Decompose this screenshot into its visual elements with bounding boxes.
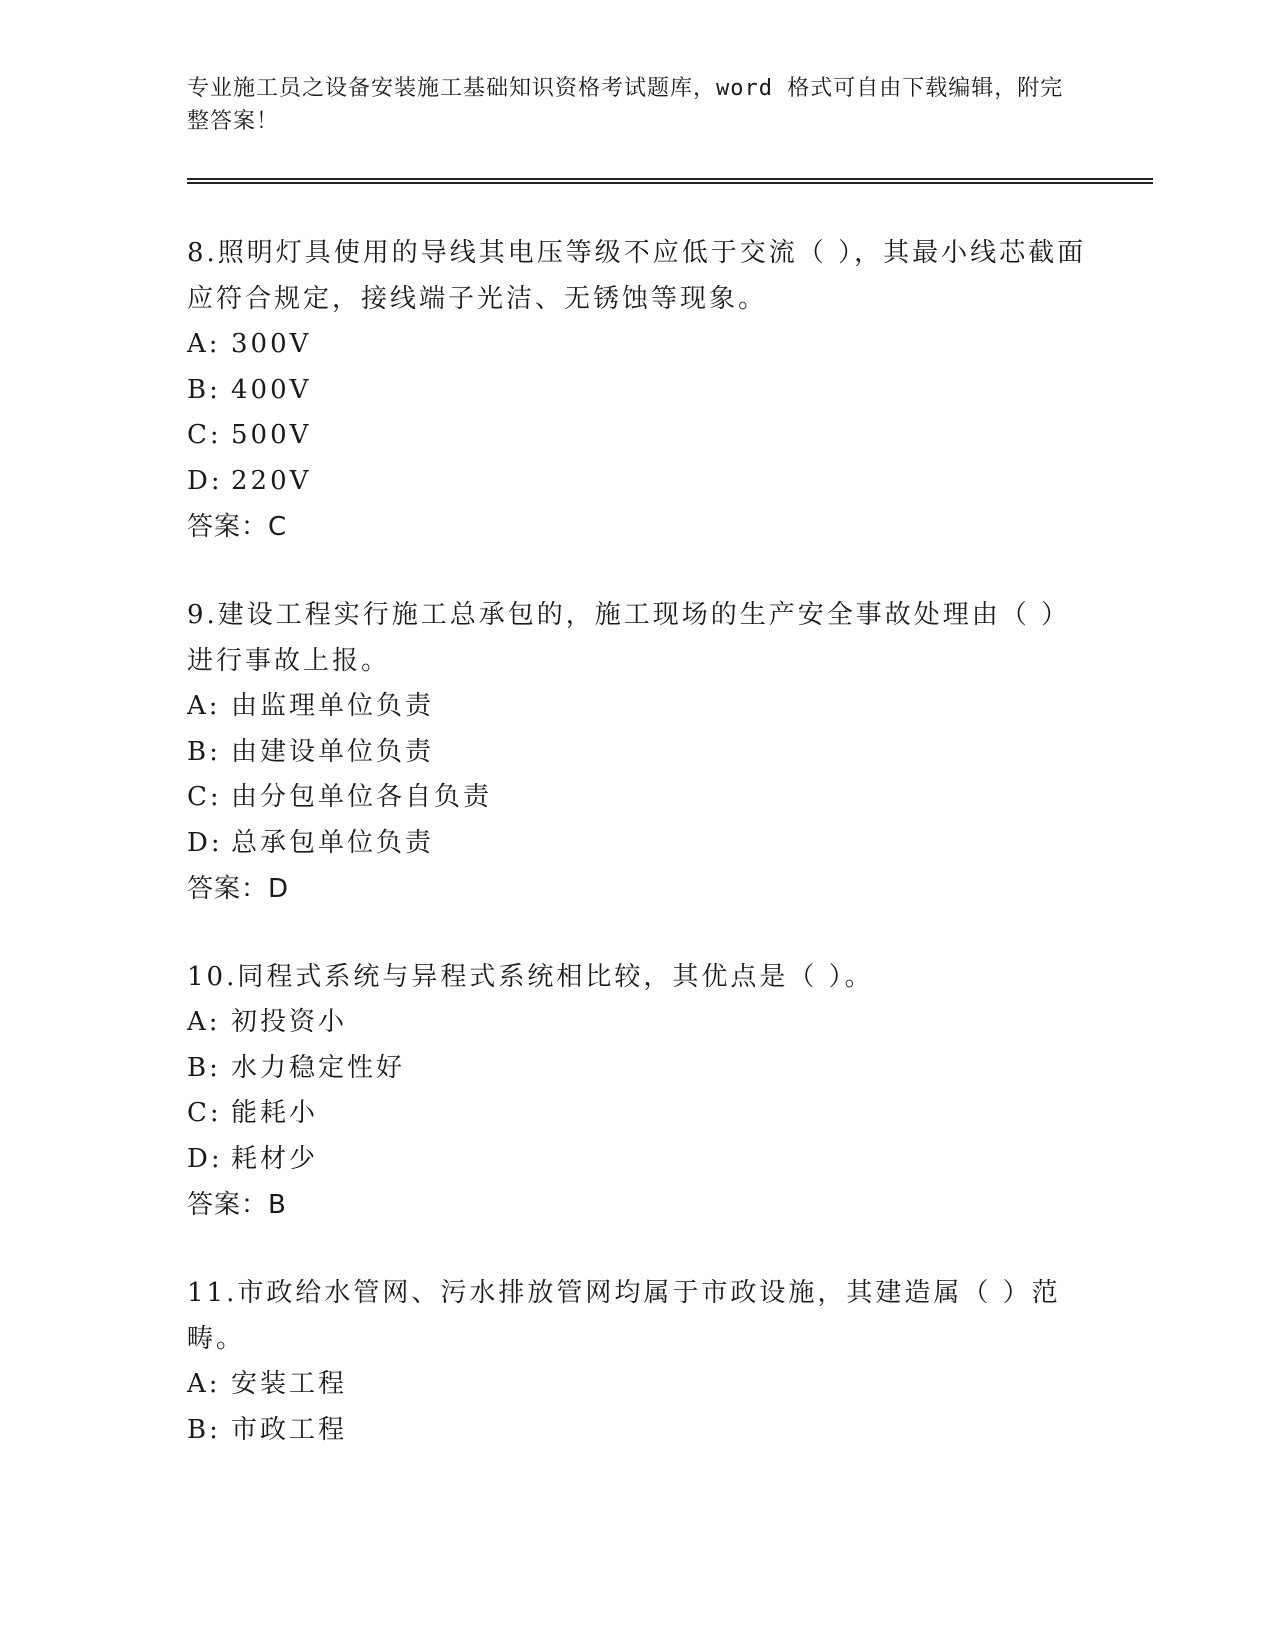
question-10 — [187, 954, 1087, 1228]
header-divider-bottom — [187, 182, 1153, 184]
option-d — [187, 459, 1087, 505]
answer-label: 答案：C — [187, 512, 288, 542]
option-letter: A: — [187, 1369, 221, 1399]
question-text: 10.同程式系统与异程式系统相比较，其优点是（ ）。 — [187, 962, 874, 992]
question-9 — [187, 592, 1087, 912]
option-b — [187, 730, 1087, 776]
question-text: 8.照明灯具使用的导线其电压等级不应低于交流（ ），其最小线芯截面应符合规定，接线端子光洁、无锈蚀等现象。 — [187, 238, 1087, 314]
option-letter: D: — [187, 1143, 223, 1174]
option-value: 市政工程 — [231, 1414, 348, 1445]
option-letter: B: — [187, 736, 221, 767]
option-value: 能耗小 — [231, 1098, 319, 1128]
option-c — [187, 775, 1087, 821]
option-value: 由建设单位负责 — [231, 736, 435, 767]
option-c — [187, 413, 1087, 459]
answer-label: 答案：B — [187, 1190, 287, 1220]
option-letter: B: — [187, 1414, 221, 1445]
option-value: 300V — [231, 329, 312, 359]
option-value: 水力稳定性好 — [231, 1052, 406, 1083]
option-letter: D: — [187, 827, 223, 858]
question-text: 11.市政给水管网、污水排放管网均属于市政设施，其建造属（ ）范畴。 — [187, 1278, 1061, 1354]
question-11 — [187, 1270, 1087, 1453]
option-b — [187, 1046, 1087, 1092]
question-8 — [187, 230, 1087, 550]
option-letter: A: — [187, 329, 221, 359]
option-d — [187, 1137, 1087, 1183]
option-letter: C: — [187, 782, 222, 812]
option-letter: B: — [187, 374, 221, 405]
option-letter: C: — [187, 1098, 222, 1128]
option-value: 500V — [231, 420, 312, 450]
option-value: 初投资小 — [231, 1007, 348, 1037]
option-letter: B: — [187, 1052, 221, 1083]
header-divider-top — [187, 178, 1153, 180]
option-value: 由监理单位负责 — [231, 691, 435, 721]
option-a — [187, 1000, 1087, 1046]
option-letter: A: — [187, 1007, 221, 1037]
option-b — [187, 368, 1087, 414]
option-value: 由分包单位各自负责 — [231, 782, 493, 812]
option-letter: D: — [187, 465, 223, 496]
option-a — [187, 1362, 1087, 1408]
option-value: 总承包单位负责 — [231, 827, 435, 858]
option-a — [187, 322, 1087, 368]
option-letter: C: — [187, 420, 222, 450]
option-d — [187, 821, 1087, 867]
option-value: 耗材少 — [231, 1143, 319, 1174]
option-a — [187, 684, 1087, 730]
option-letter: A: — [187, 691, 221, 721]
option-value: 安装工程 — [231, 1369, 348, 1399]
answer-label: 答案：D — [187, 874, 290, 904]
option-c — [187, 1091, 1087, 1137]
option-b — [187, 1408, 1087, 1454]
document-header: 专业施工员之设备安装施工基础知识资格考试题库，word 格式可自由下载编辑，附完整答案！ — [187, 76, 1064, 134]
option-value: 400V — [231, 374, 312, 405]
question-text: 9.建设工程实行施工总承包的，施工现场的生产安全事故处理由（ ）进行事故上报。 — [187, 600, 1071, 676]
option-value: 220V — [231, 465, 312, 496]
